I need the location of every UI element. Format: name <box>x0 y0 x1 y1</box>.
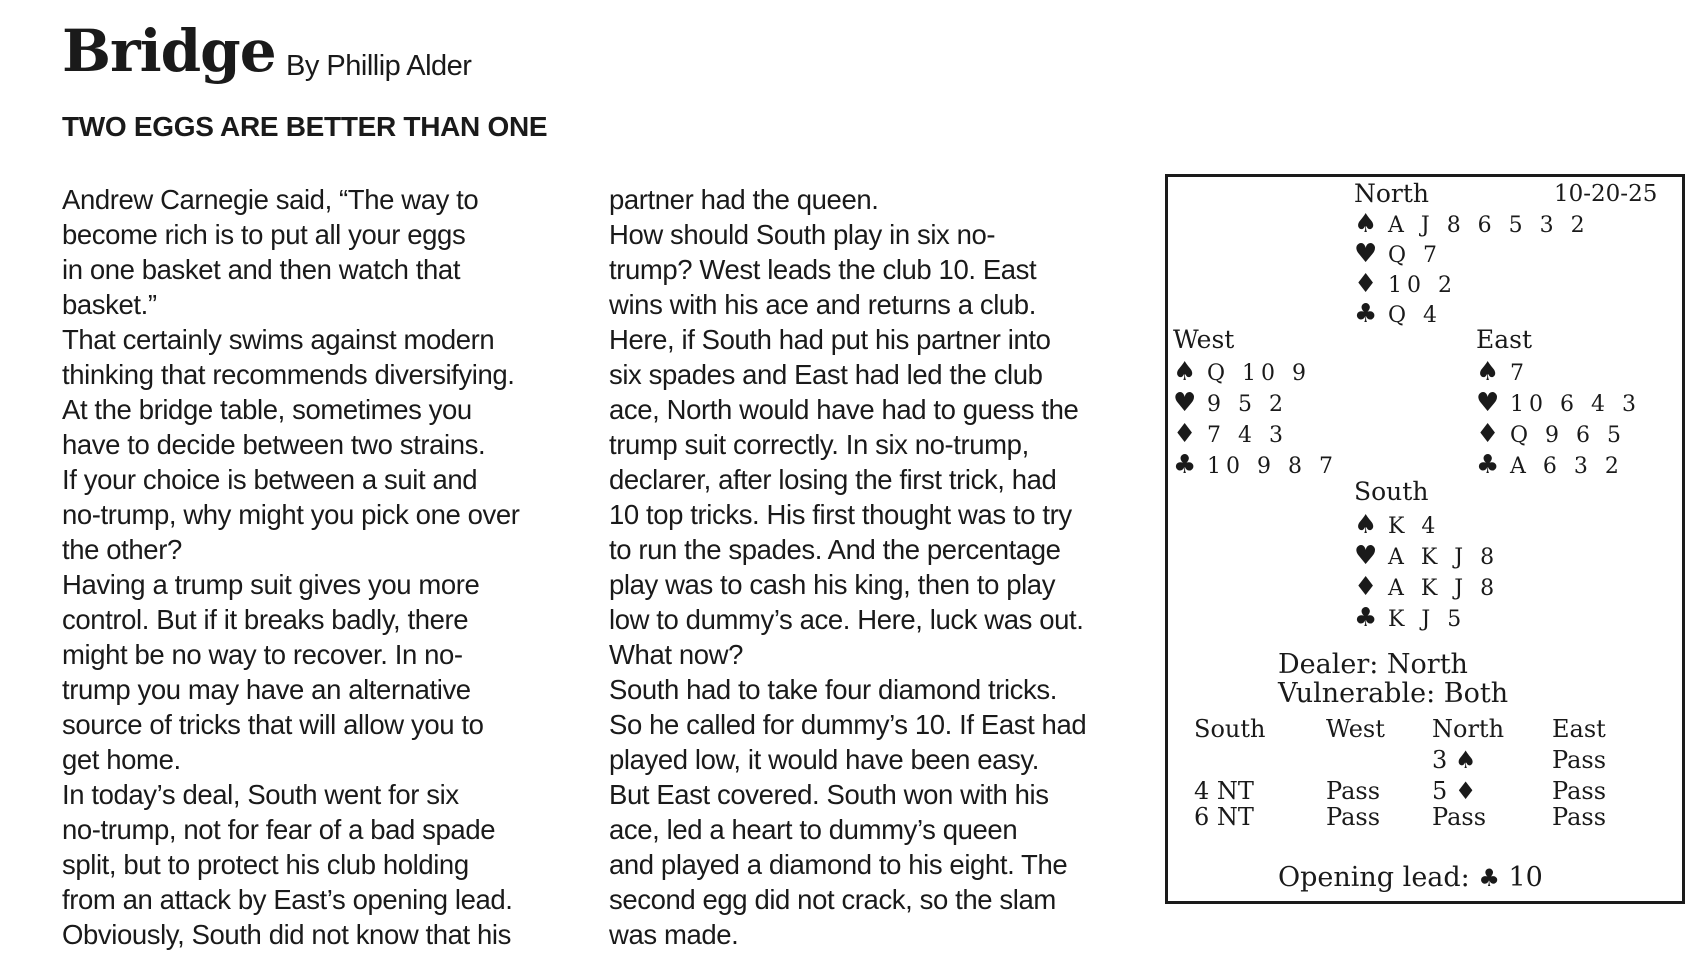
east-spades <box>1476 357 1529 387</box>
text-line: Obviously, South did not know that his <box>62 919 511 950</box>
text-line: split, but to protect his club holding <box>62 849 469 880</box>
text-line: play was to cash his king, then to play <box>609 569 1056 600</box>
text-line: At the bridge table, sometimes you <box>62 394 472 425</box>
text-line: second egg did not crack, so the slam <box>609 884 1056 915</box>
bridge-deal-diagram <box>1165 174 1685 904</box>
east-label: East <box>1476 325 1533 354</box>
west-spades-cards: Q 10 9 <box>1207 361 1312 386</box>
opening-lead <box>1278 862 1543 893</box>
text-line: six spades and East had led the club <box>609 359 1043 390</box>
vulnerability-info: Vulnerable: Both <box>1278 678 1509 709</box>
spade-icon: ♠ <box>1173 357 1197 387</box>
west-clubs-cards: 10 9 8 7 <box>1207 454 1338 479</box>
text-line: South had to take four diamond tricks. <box>609 674 1057 705</box>
text-line: basket.” <box>62 289 157 320</box>
text-line: thinking that recommends diversifying. <box>62 359 515 390</box>
text-line: played low, it would have been easy. <box>609 744 1039 775</box>
text-line: wins with his ace and returns a club. <box>609 289 1036 320</box>
text-line: 10 top tricks. His first thought was to try <box>609 499 1072 530</box>
text-line: declarer, after losing the first trick, had <box>609 464 1057 495</box>
east-clubs-cards: A 6 3 2 <box>1510 454 1624 479</box>
south-clubs <box>1354 603 1466 633</box>
east-hearts <box>1476 388 1641 418</box>
spade-icon: ♠ <box>1354 510 1378 540</box>
text-line: What now? <box>609 639 743 670</box>
auction-bid: Pass <box>1432 803 1487 831</box>
opening-lead-card: 10 <box>1508 862 1543 893</box>
spade-icon: ♠ <box>1354 209 1378 239</box>
text-line: was made. <box>609 919 739 950</box>
heart-icon: ♥ <box>1354 541 1378 571</box>
north-diamonds <box>1354 269 1457 299</box>
text-line: Here, if South had put his partner into <box>609 324 1051 355</box>
column2-paragraph <box>609 182 1139 217</box>
heart-icon: ♥ <box>1354 239 1378 269</box>
column1-paragraph <box>62 182 592 322</box>
auction-bid: 5 ♦ <box>1432 777 1477 805</box>
heart-icon: ♥ <box>1476 388 1500 418</box>
auction-bid: 3 ♠ <box>1432 746 1477 774</box>
south-clubs-cards: K J 5 <box>1388 607 1467 632</box>
text-line: But East covered. South won with his <box>609 779 1049 810</box>
diamond-icon: ♦ <box>1173 419 1197 449</box>
west-diamonds-cards: 7 4 3 <box>1207 423 1288 448</box>
text-line: the other? <box>62 534 182 565</box>
auction-bid: 4 NT <box>1194 777 1254 805</box>
auction-bid: Pass <box>1326 777 1381 805</box>
south-diamonds <box>1354 572 1499 602</box>
text-line: If your choice is between a suit and <box>62 464 478 495</box>
spade-icon: ♠ <box>1476 357 1500 387</box>
text-line: That certainly swims against modern <box>62 324 495 355</box>
south-diamonds-cards: A K J 8 <box>1388 576 1500 601</box>
text-line: might be no way to recover. In no- <box>62 639 463 670</box>
club-icon: ♣ <box>1354 603 1378 633</box>
text-line: in one basket and then watch that <box>62 254 461 285</box>
auction-bid: Pass <box>1552 803 1607 831</box>
west-hearts-cards: 9 5 2 <box>1207 392 1288 417</box>
south-hearts <box>1354 541 1499 571</box>
column-title: Bridge <box>62 17 276 85</box>
north-spades-cards: A J 8 6 5 3 2 <box>1388 213 1590 238</box>
column1-paragraph <box>62 567 592 777</box>
text-line: Having a trump suit gives you more <box>62 569 480 600</box>
column2-paragraph <box>609 322 1139 672</box>
text-line: no-trump, why might you pick one over <box>62 499 520 530</box>
text-line: become rich is to put all your eggs <box>62 219 466 250</box>
east-diamonds-cards: Q 9 6 5 <box>1510 423 1627 448</box>
east-clubs <box>1476 450 1624 480</box>
text-line: trump suit correctly. In six no-trump, <box>609 429 1029 460</box>
article-headline: TWO EGGS ARE BETTER THAN ONE <box>62 111 548 142</box>
column2-paragraph <box>609 217 1139 322</box>
heart-icon: ♥ <box>1173 388 1197 418</box>
auction-header-north: North <box>1432 715 1505 743</box>
text-line: So he called for dummy’s 10. If East had <box>609 709 1087 740</box>
north-clubs-cards: Q 4 <box>1388 303 1443 328</box>
diamond-icon: ♦ <box>1476 419 1500 449</box>
west-diamonds <box>1173 419 1288 449</box>
deal-date: 10-20-25 <box>1554 181 1658 207</box>
text-line: trump you may have an alternative <box>62 674 471 705</box>
auction-header-south: South <box>1194 715 1266 743</box>
dealer-info: Dealer: North <box>1278 649 1468 680</box>
east-hearts-cards: 10 6 4 3 <box>1510 392 1641 417</box>
north-label: North <box>1354 179 1430 208</box>
text-line: from an attack by East’s opening lead. <box>62 884 513 915</box>
auction-header-west: West <box>1326 715 1385 743</box>
west-hearts <box>1173 388 1288 418</box>
north-clubs <box>1354 299 1442 329</box>
text-line: source of tricks that will allow you to <box>62 709 484 740</box>
east-diamonds <box>1476 419 1626 449</box>
south-spades-cards: K 4 <box>1388 514 1441 539</box>
auction-bid: Pass <box>1552 777 1607 805</box>
text-line: and played a diamond to his eight. The <box>609 849 1068 880</box>
opening-lead-label: Opening lead: <box>1278 862 1470 893</box>
west-spades <box>1173 357 1311 387</box>
text-line: low to dummy’s ace. Here, luck was out. <box>609 604 1084 635</box>
author-byline: By Phillip Alder <box>286 50 472 82</box>
auction-bid: Pass <box>1326 803 1381 831</box>
column1-paragraph <box>62 322 592 567</box>
south-hearts-cards: A K J 8 <box>1388 545 1500 570</box>
text-line: ace, led a heart to dummy’s queen <box>609 814 1018 845</box>
text-line: no-trump, not for fear of a bad spade <box>62 814 496 845</box>
north-hearts <box>1354 239 1442 269</box>
club-icon: ♣ <box>1476 450 1500 480</box>
club-icon: ♣ <box>1173 450 1197 480</box>
text-line: control. But if it breaks badly, there <box>62 604 469 635</box>
auction-bid: Pass <box>1552 746 1607 774</box>
text-line: ace, North would have had to guess the <box>609 394 1079 425</box>
text-line: get home. <box>62 744 181 775</box>
text-line: have to decide between two strains. <box>62 429 486 460</box>
north-spades <box>1354 209 1590 239</box>
text-line: Andrew Carnegie said, “The way to <box>62 184 479 215</box>
south-label: South <box>1354 477 1429 506</box>
text-line: partner had the queen. <box>609 184 879 215</box>
auction-bid: 6 NT <box>1194 803 1254 831</box>
diamond-icon: ♦ <box>1354 269 1378 299</box>
text-line: In today’s deal, South went for six <box>62 779 459 810</box>
column1-paragraph <box>62 777 592 952</box>
north-diamonds-cards: 10 2 <box>1388 273 1457 298</box>
east-spades-cards: 7 <box>1510 361 1529 386</box>
auction-header-east: East <box>1552 715 1606 743</box>
diamond-icon: ♦ <box>1354 572 1378 602</box>
text-line: trump? West leads the club 10. East <box>609 254 1037 285</box>
club-icon: ♣ <box>1354 299 1378 329</box>
club-icon: ♣ <box>1478 864 1500 892</box>
text-line: How should South play in six no- <box>609 219 996 250</box>
text-line: to run the spades. And the percentage <box>609 534 1061 565</box>
west-label: West <box>1173 325 1235 354</box>
article-column-1 <box>62 182 592 952</box>
north-hearts-cards: Q 7 <box>1388 243 1443 268</box>
article-column-2 <box>609 182 1139 952</box>
west-clubs <box>1173 450 1338 480</box>
column2-paragraph <box>609 672 1139 952</box>
south-spades <box>1354 510 1440 540</box>
